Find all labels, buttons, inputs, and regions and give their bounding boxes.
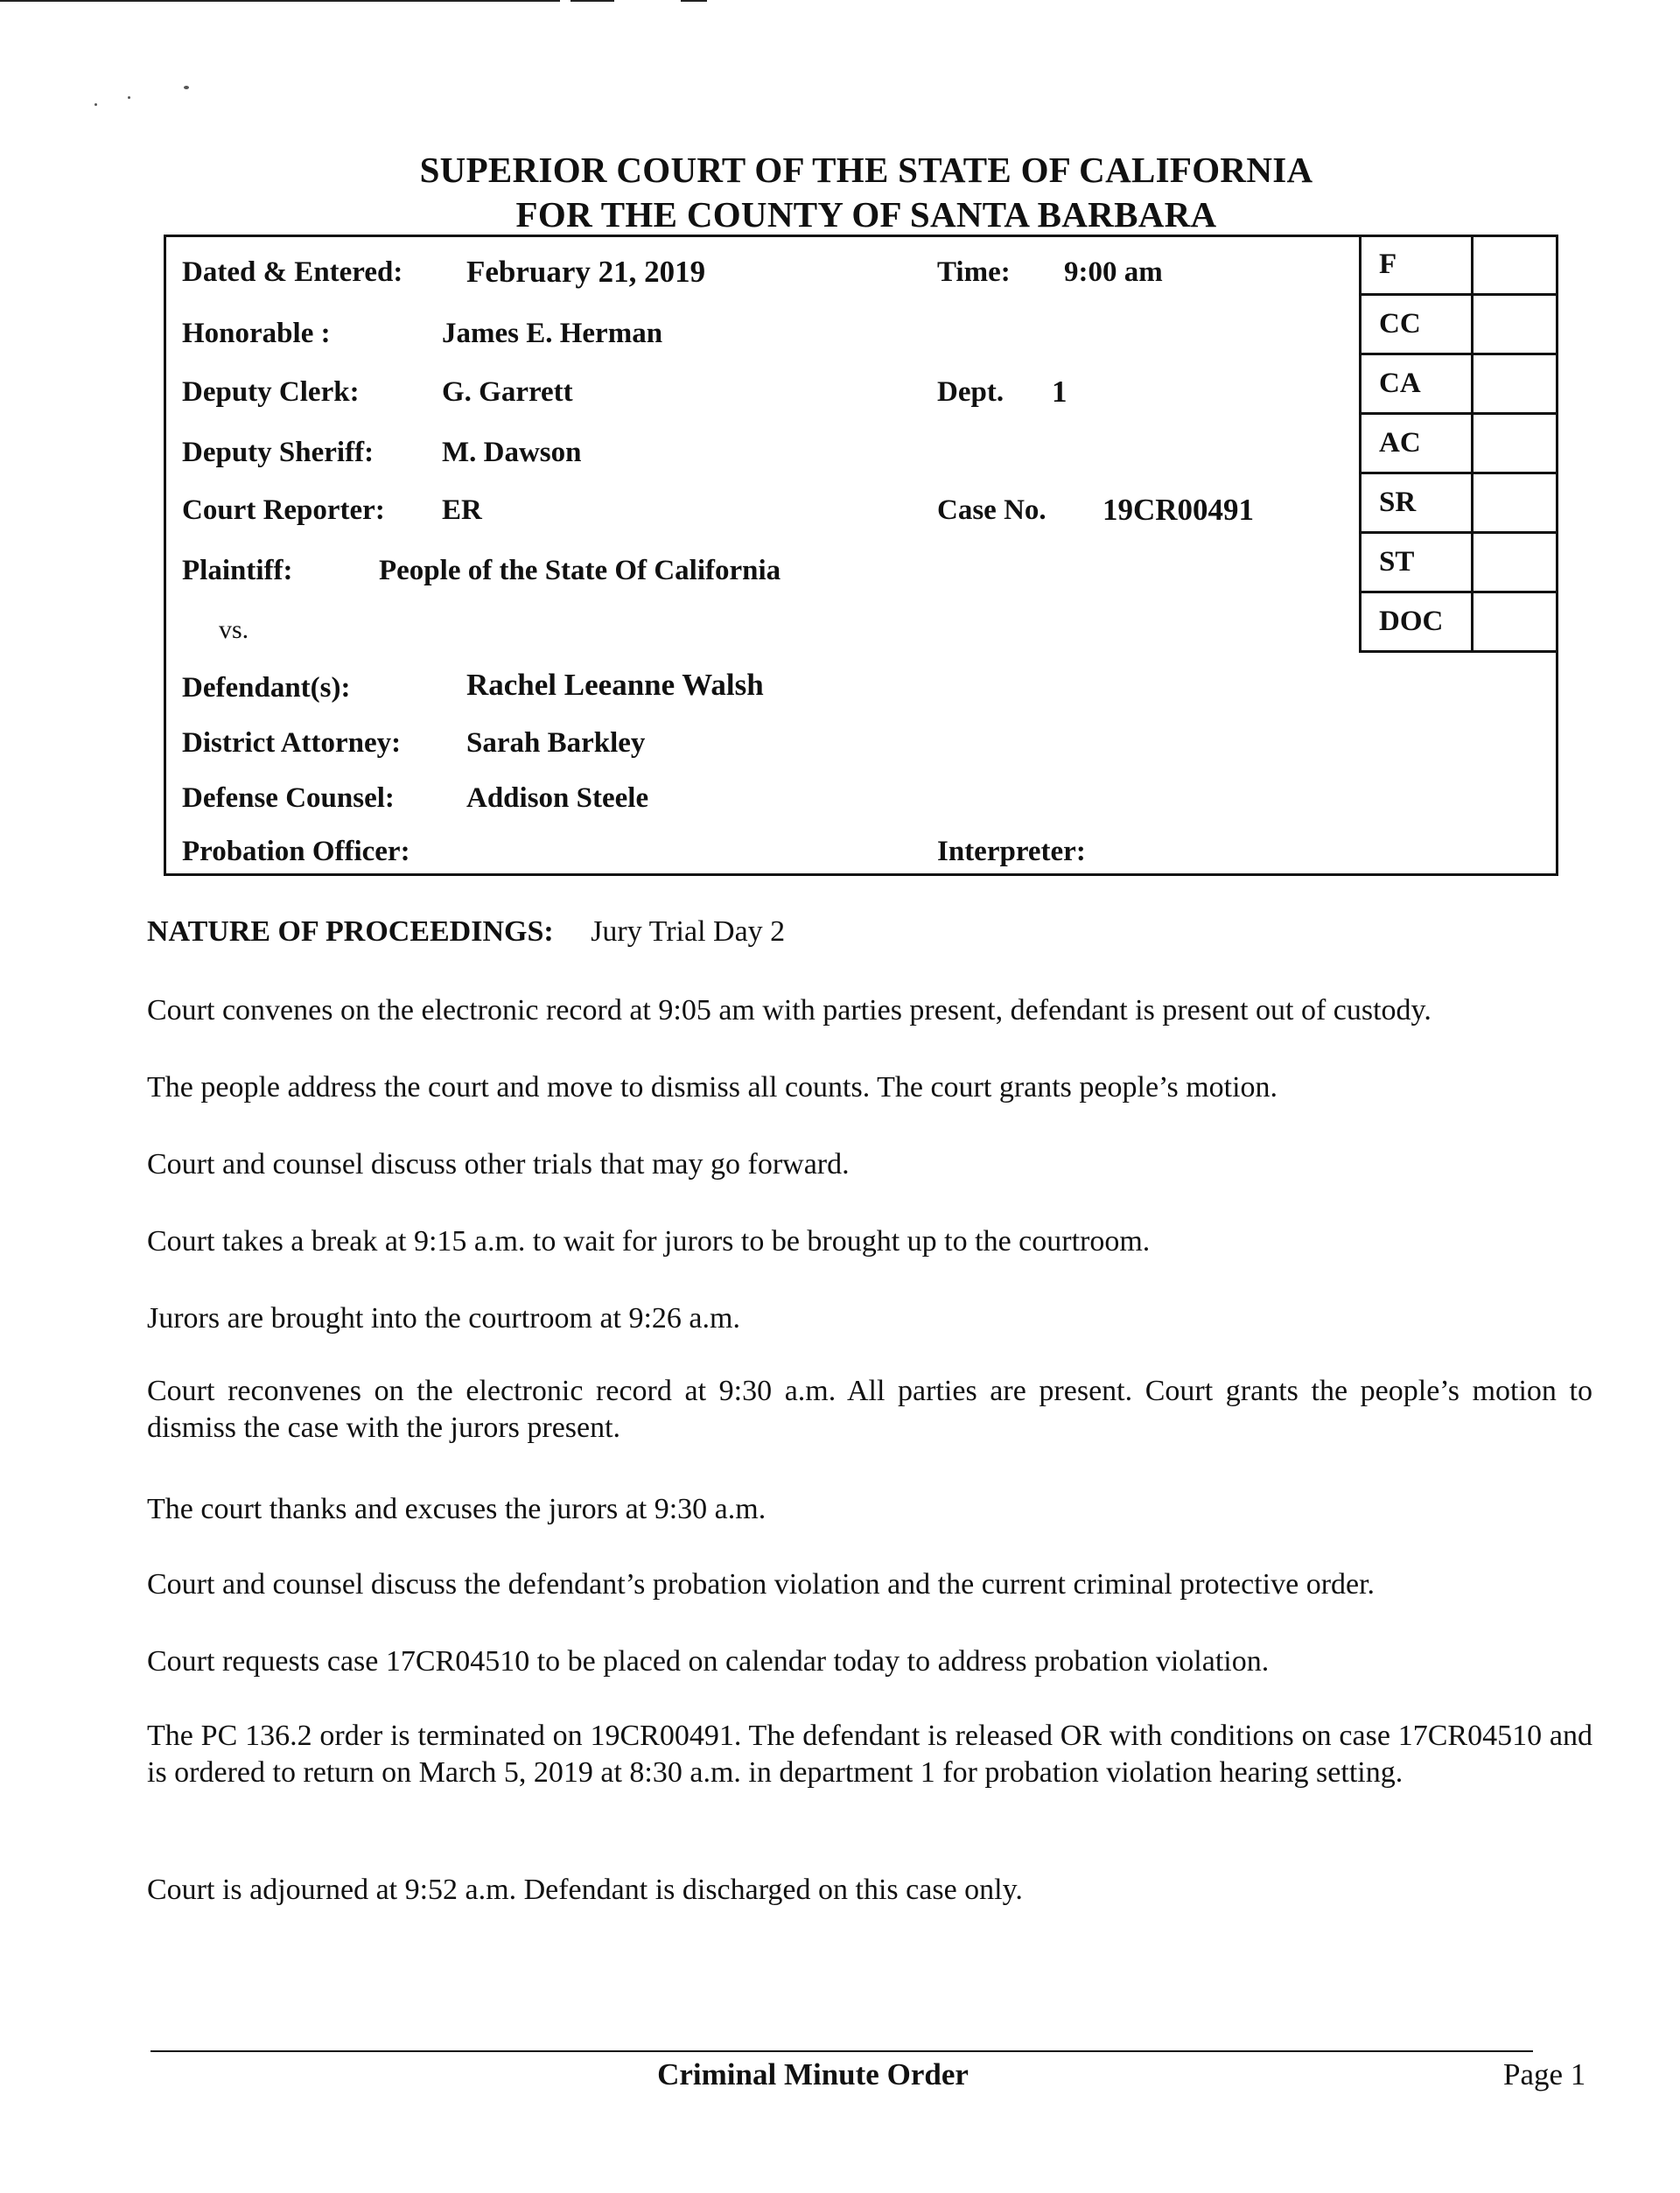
code-label: CA (1379, 368, 1421, 399)
court-title-line2: FOR THE COUNTY OF SANTA BARBARA (515, 194, 1217, 235)
code-label: CC (1379, 308, 1421, 340)
footer-title: Criminal Minute Order (657, 2057, 969, 2091)
time-value: 9:00 am (1064, 256, 1163, 288)
versus-label: vs. (219, 615, 249, 644)
code-label: F (1379, 249, 1397, 280)
code-check-cell (1471, 534, 1474, 591)
code-row (1362, 236, 1558, 296)
footer-rule (150, 2050, 1533, 2052)
page-number: Page 1 (1503, 2057, 1586, 2091)
case-number-label: Case No. (937, 494, 1046, 526)
dated-label: Dated & Entered: (182, 256, 403, 288)
minute-paragraph: Court and counsel discuss other trials that may go forward. (147, 1148, 850, 1181)
code-row (1362, 593, 1558, 653)
court-reporter-value: ER (442, 494, 482, 526)
code-check-cell (1471, 415, 1474, 472)
code-row (1362, 355, 1558, 415)
case-number-value: 19CR00491 (1102, 493, 1255, 527)
minute-paragraph: Court takes a break at 9:15 a.m. to wait for jurors to be brought up to the courtroom. (147, 1225, 1151, 1258)
code-check-cell (1471, 593, 1474, 650)
dept-label: Dept. (937, 376, 1004, 408)
nature-of-proceedings (147, 914, 785, 950)
code-label: DOC (1379, 606, 1444, 637)
nature-value: Jury Trial Day 2 (591, 915, 786, 948)
defendant-value: Rachel Leeanne Walsh (466, 668, 764, 702)
code-label: ST (1379, 546, 1415, 578)
minute-paragraph: The PC 136.2 order is terminated on 19CR00491. The defendant is released OR with conditions on case 17CR04510 and is ordered to return on March 5, 2019 at 8:30 a.m. in department 1 for probation violation hearing setting. (147, 1720, 1592, 1789)
minute-paragraph: Court and counsel discuss the defendant’s probation violation and the current criminal protective order. (147, 1568, 1376, 1601)
dept-value: 1 (1052, 375, 1068, 409)
minute-paragraph: The people address the court and move to dismiss all counts. The court grants people’s motion. (147, 1071, 1278, 1104)
district-attorney-label: District Attorney: (182, 727, 402, 759)
scan-edge-line (570, 0, 614, 2)
minute-paragraph: The court thanks and excuses the jurors at 9:30 a.m. (147, 1493, 766, 1525)
defendant-label: Defendant(s): (182, 672, 351, 704)
code-row (1362, 296, 1558, 355)
code-check-cell (1471, 296, 1474, 353)
plaintiff-label: Plaintiff: (182, 555, 293, 586)
minute-paragraph: Court requests case 17CR04510 to be placed on calendar today to address probation violation. (147, 1645, 1270, 1678)
honorable-label: Honorable : (182, 318, 331, 349)
deputy-sheriff-value: M. Dawson (442, 437, 582, 468)
interpreter-label: Interpreter: (937, 836, 1086, 867)
minute-paragraph: Court convenes on the electronic record at 9:05 am with parties present, defendant is present out of custody. (147, 994, 1432, 1026)
honorable-value: James E. Herman (442, 318, 663, 349)
deputy-clerk-label: Deputy Clerk: (182, 376, 360, 408)
scan-edge-line (681, 0, 707, 2)
code-check-cell (1471, 236, 1474, 293)
code-row (1362, 534, 1558, 593)
plaintiff-value: People of the State Of California (379, 555, 781, 586)
code-row (1362, 474, 1558, 534)
defense-counsel-label: Defense Counsel: (182, 782, 395, 814)
minute-paragraph: Court is adjourned at 9:52 a.m. Defendant is discharged on this case only. (147, 1874, 1023, 1906)
nature-label: NATURE OF PROCEEDINGS: (147, 915, 554, 948)
deputy-clerk-value: G. Garrett (442, 376, 573, 408)
minute-paragraph: Jurors are brought into the courtroom at 9:26 a.m. (147, 1302, 740, 1335)
code-label: AC (1379, 427, 1421, 459)
distribution-codes (1359, 236, 1558, 653)
defense-counsel-value: Addison Steele (466, 782, 649, 814)
scan-edge-line (0, 0, 560, 2)
time-label: Time: (937, 256, 1011, 288)
code-label: SR (1379, 487, 1417, 518)
court-title-line1: SUPERIOR COURT OF THE STATE OF CALIFORNIA (419, 150, 1313, 190)
code-row (1362, 415, 1558, 474)
probation-officer-label: Probation Officer: (182, 836, 410, 867)
deputy-sheriff-label: Deputy Sheriff: (182, 437, 374, 468)
district-attorney-value: Sarah Barkley (466, 727, 646, 759)
court-reporter-label: Court Reporter: (182, 494, 385, 526)
scan-speck (94, 103, 97, 106)
scan-speck (184, 86, 189, 89)
code-check-cell (1471, 355, 1474, 412)
scan-speck (128, 96, 130, 99)
code-check-cell (1471, 474, 1474, 531)
minute-paragraph: Court reconvenes on the electronic record at 9:30 a.m. All parties are present. Court grants the people’s motion to dismiss the case with the jurors present. (147, 1375, 1592, 1444)
dated-value: February 21, 2019 (466, 255, 706, 289)
